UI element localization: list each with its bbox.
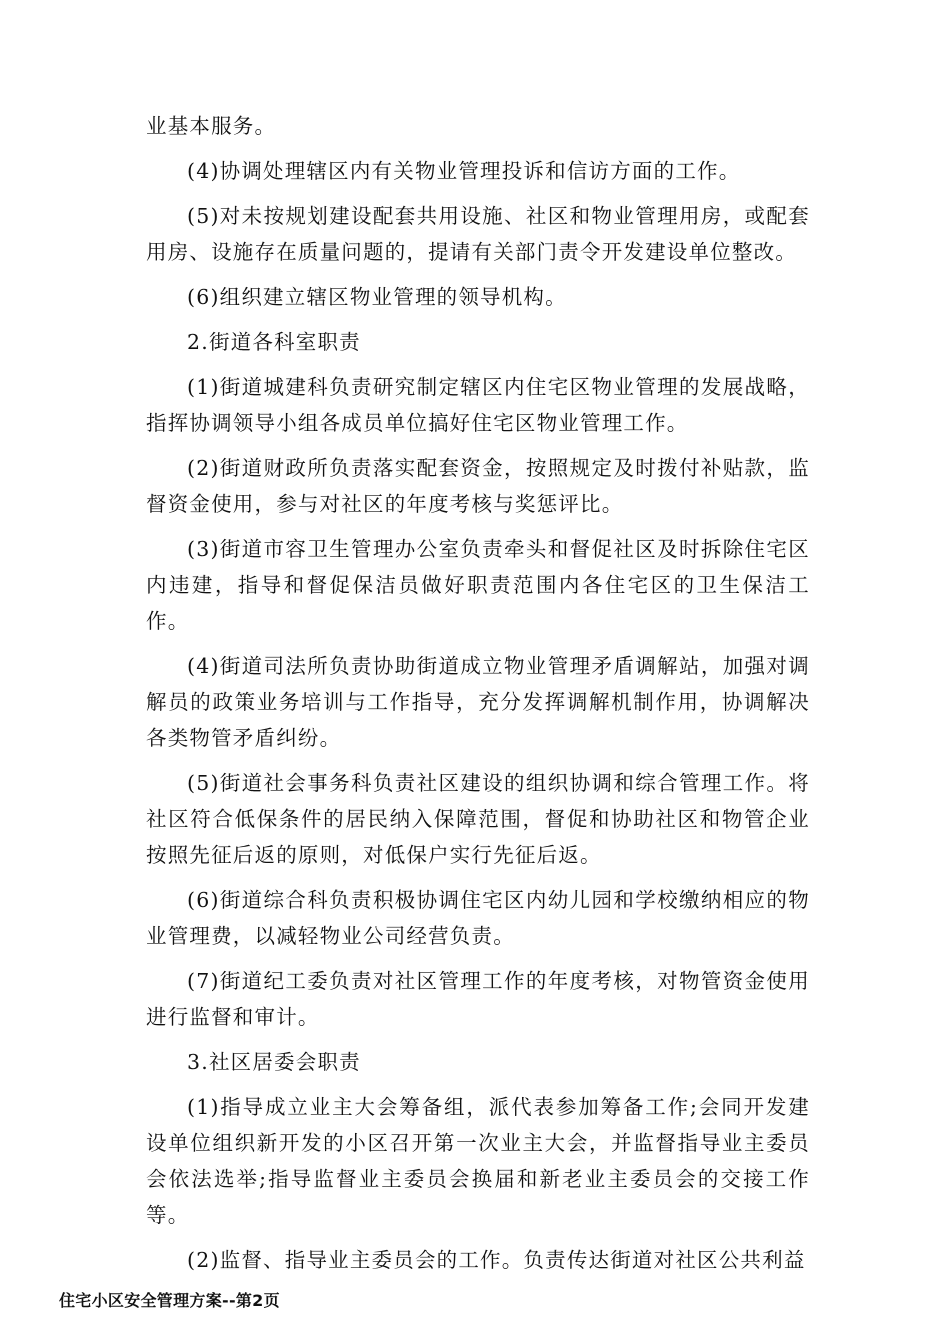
paragraph: (6)组织建立辖区物业管理的领导机构。 (187, 285, 567, 309)
paragraph: (4)协调处理辖区内有关物业管理投诉和信访方面的工作。 (187, 159, 741, 183)
paragraph: (5)对未按规划建设配套共用设施、社区和物业管理用房，或配套用房、设施存在质量问题的，提请有关部门责令开发建设单位整改。 (146, 204, 810, 264)
section-heading: 3.社区居委会职责 (187, 1050, 361, 1074)
paragraph: (7)街道纪工委负责对社区管理工作的年度考核，对物管资金使用进行监督和审计。 (146, 969, 810, 1029)
page-footer: 住宅小区安全管理方案--第2页 (59, 1291, 280, 1310)
section-heading: 2.街道各科室职责 (187, 330, 361, 354)
paragraph: (2)监督、指导业主委员会的工作。负责传达街道对社区公共利益 (187, 1248, 806, 1272)
paragraph: (4)街道司法所负责协助街道成立物业管理矛盾调解站，加强对调解员的政策业务培训与工作指导，充分发挥调解机制作用，协调解决各类物管矛盾纠纷。 (146, 654, 810, 750)
paragraph: (3)街道市容卫生管理办公室负责牵头和督促社区及时拆除住宅区内违建，指导和督促保洁员做好职责范围内各住宅区的卫生保洁工作。 (146, 537, 810, 633)
paragraph: (2)街道财政所负责落实配套资金，按照规定及时拨付补贴款，监督资金使用，参与对社区的年度考核与奖惩评比。 (146, 456, 810, 516)
paragraph: (5)街道社会事务科负责社区建设的组织协调和综合管理工作。将社区符合低保条件的居民纳入保障范围，督促和协助社区和物管企业按照先征后返的原则，对低保户实行先征后返。 (146, 771, 810, 867)
paragraph: 业基本服务。 (146, 114, 277, 138)
document-body (146, 108, 810, 1287)
paragraph: (6)街道综合科负责积极协调住宅区内幼儿园和学校缴纳相应的物业管理费，以减轻物业公司经营负责。 (146, 888, 810, 948)
paragraph: (1)指导成立业主大会筹备组，派代表参加筹备工作;会同开发建设单位组织新开发的小区召开第一次业主大会，并监督指导业主委员会依法选举;指导监督业主委员会换届和新老业主委员会的交接工作等。 (146, 1095, 810, 1227)
paragraph: (1)街道城建科负责研究制定辖区内住宅区物业管理的发展战略，指挥协调领导小组各成员单位搞好住宅区物业管理工作。 (146, 375, 810, 435)
